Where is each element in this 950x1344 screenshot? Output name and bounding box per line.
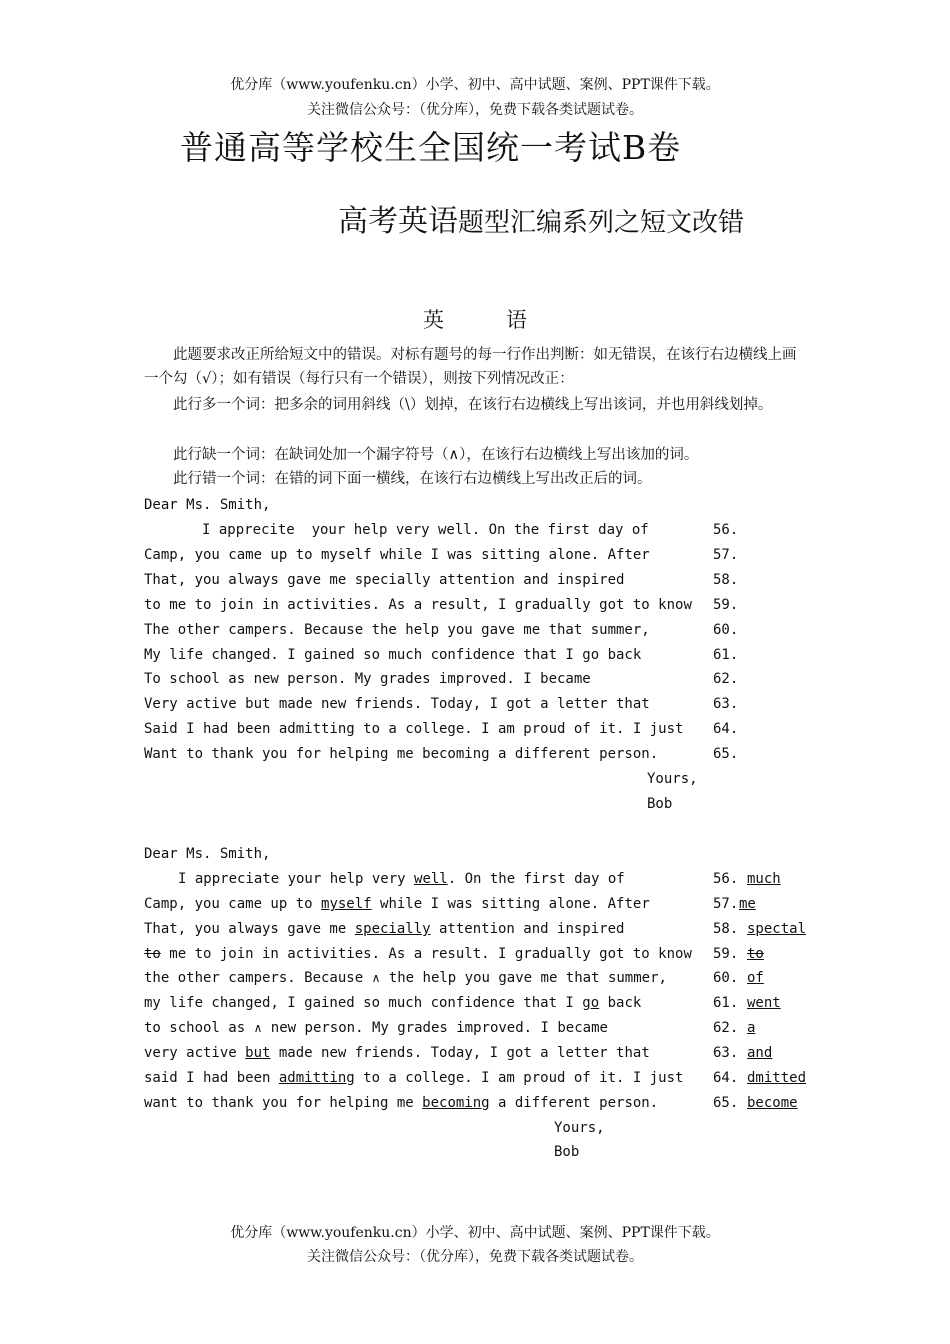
answer-line: want to thank you for helping me becoming a different person. (144, 1095, 659, 1111)
passage-greeting: Dear Ms. Smith, (144, 497, 271, 513)
correction: become (747, 1095, 798, 1111)
instruction-p2: 此行多一个词：把多余的词用斜线（\）划掉，在该行右边横线上写出该词，并也用斜线划掉。 (173, 397, 773, 413)
question-number: 64. (713, 721, 739, 737)
passage-line: The other campers. Because the help you gave me that summer, (144, 622, 650, 638)
passage-line: Camp, you came up to myself while I was sitting alone. After (144, 547, 650, 563)
answer-line: I appreciate your help very well. On the first day of (178, 871, 625, 887)
question-number: 61. (713, 647, 739, 663)
correction: of (747, 970, 764, 986)
correction: went (747, 995, 781, 1011)
subject-char-2: 语 (506, 308, 527, 332)
question-number: 56. (713, 522, 739, 538)
correction: a (747, 1020, 756, 1036)
struck-word: to (144, 946, 161, 962)
insert-caret-icon: ∧ (253, 1021, 263, 1035)
subtitle-main: 高考英语 (338, 204, 458, 239)
header-line-2: 关注微信公众号：（优分库），免费下载各类试题试卷。 (307, 102, 643, 118)
page-subtitle (338, 196, 744, 240)
answer-number: 62. (713, 1020, 739, 1036)
correction: dmitted (747, 1070, 807, 1086)
question-number: 62. (713, 671, 739, 687)
header-line-1: 优分库（www.youfenku.cn）小学、初中、高中试题、案例、PPT课件下载。 (230, 77, 720, 93)
passage-line: My life changed. I gained so much confidence that I go back (144, 647, 642, 663)
insert-caret-icon: ∧ (371, 971, 381, 985)
passage-line: Very active but made new friends. Today, I got a letter that (144, 696, 650, 712)
correction: much (747, 871, 781, 887)
answer-number: 60. (713, 970, 739, 986)
answer-number: 63. (713, 1045, 739, 1061)
correction-struck: to (747, 946, 764, 962)
passage-line: That, you always gave me specially attention and inspired (144, 572, 625, 588)
passage-line: to me to join in activities. As a result, I gradually got to know (144, 597, 692, 613)
instruction-p1: 此题要求改正所给短文中的错误。对标有题号的每一行作出判断：如无错误，在该行右边横线上画一个勾（√）；如有错误（每行只有一个错误），则按下列情况改正： (144, 347, 797, 387)
question-number: 59. (713, 597, 739, 613)
answer-number: 59. (713, 946, 739, 962)
answer-number: 61. (713, 995, 739, 1011)
error-word: admitting (278, 1070, 355, 1086)
answer-number: 58. (713, 921, 739, 937)
answer-number: 65. (713, 1095, 739, 1111)
answer-line: my life changed, I gained so much confidence that I go back (144, 995, 642, 1011)
error-word: but (245, 1045, 271, 1061)
answer-line: very active but made new friends. Today, I got a letter that (144, 1045, 650, 1061)
answer-line: That, you always gave me specially attention and inspired (144, 921, 625, 937)
answer-number: 57. (713, 896, 739, 912)
answer-number: 64. (713, 1070, 739, 1086)
question-number: 57. (713, 547, 739, 563)
answer-line: to school as ∧ new person. My grades improved. I became (144, 1020, 608, 1036)
footer-line-1: 优分库（www.youfenku.cn）小学、初中、高中试题、案例、PPT课件下载。 (230, 1225, 720, 1241)
answer-line: to me to join in activities. As a result. I gradually got to know (144, 946, 692, 962)
passage-closing: Yours, (647, 771, 698, 787)
subtitle-rest: 题型汇编系列之短文改错 (458, 208, 745, 238)
subject-char-1: 英 (423, 308, 444, 332)
passage-line: Want to thank you for helping me becoming a different person. (144, 746, 659, 762)
passage-line: Said I had been admitting to a college. I am proud of it. I just (144, 721, 684, 737)
passage-signature: Bob (647, 796, 673, 812)
error-word: becoming (422, 1095, 490, 1111)
question-number: 63. (713, 696, 739, 712)
error-word: go (582, 995, 600, 1011)
error-word: myself (321, 896, 372, 912)
answer-line: the other campers. Because ∧ the help you gave me that summer, (144, 970, 667, 986)
error-word: well (414, 871, 448, 887)
error-word: specially (354, 921, 431, 937)
page-title: 普通高等学校生全国统一考试B卷 (180, 128, 682, 167)
footer-line-2: 关注微信公众号：（优分库），免费下载各类试题试卷。 (307, 1249, 643, 1265)
subject-heading (0, 304, 950, 334)
correction: spectal (747, 921, 807, 937)
answer-line: Camp, you came up to myself while I was sitting alone. After (144, 896, 650, 912)
instruction-p3: 此行缺一个词：在缺词处加一个漏字符号（∧），在该行右边横线上写出该加的词。 (173, 447, 699, 463)
correction: me (739, 896, 756, 912)
question-number: 58. (713, 572, 739, 588)
answer-signature: Bob (554, 1144, 580, 1160)
instruction-p4: 此行错一个词：在错的词下面一横线，在该行右边横线上写出改正后的词。 (173, 471, 652, 487)
question-number: 65. (713, 746, 739, 762)
passage-line: I apprecite your help very well. On the first day of (202, 522, 649, 538)
answer-number: 56. (713, 871, 739, 887)
answer-line: said I had been admitting to a college. I am proud of it. I just (144, 1070, 684, 1086)
passage-line: To school as new person. My grades improved. I became (144, 671, 591, 687)
correction: and (747, 1045, 773, 1061)
answer-closing: Yours, (554, 1120, 605, 1136)
answer-greeting: Dear Ms. Smith, (144, 846, 271, 862)
question-number: 60. (713, 622, 739, 638)
